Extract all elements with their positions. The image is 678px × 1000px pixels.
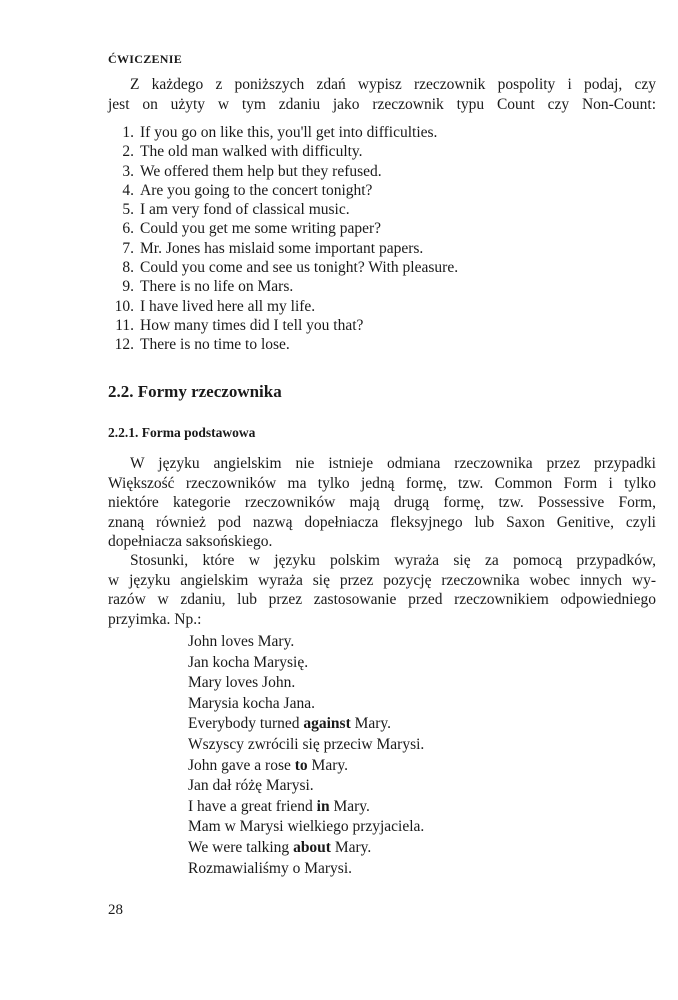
example-text: Jan kocha Marysię. (188, 653, 309, 671)
example-sentence (188, 859, 588, 880)
list-item (108, 258, 628, 277)
paragraph-relations (108, 551, 656, 629)
list-item (108, 297, 628, 316)
paragraph-line: znaną również pod nazwą dopełniacza fleksyjnego lub Saxon Genitive, czyli (108, 513, 656, 531)
item-number: 2. (122, 143, 134, 161)
list-item (108, 181, 628, 200)
example-text: Mary. (307, 756, 348, 774)
list-item (108, 335, 628, 354)
item-text: Mr. Jones has mislaid some important papers. (140, 239, 424, 257)
item-number: 5. (122, 201, 134, 219)
example-sentence (188, 694, 588, 715)
example-sentence (188, 838, 588, 859)
list-item (108, 200, 628, 219)
example-sentence (188, 776, 588, 797)
example-sentence (188, 797, 588, 818)
list-item (108, 277, 628, 296)
example-text: Everybody turned (188, 715, 304, 733)
example-text: Wszyscy zwrócili się przeciw Marysi. (188, 735, 425, 753)
paragraph-line: dopełniacza saksońskiego. (108, 533, 273, 550)
instruction-line: Z każdego z poniższych zdań wypisz rzeczownik pospolity i podaj, czy (130, 76, 656, 93)
item-text: I am very fond of classical music. (140, 201, 350, 219)
paragraph-forms (108, 454, 656, 552)
list-item (108, 142, 628, 161)
exercise-instruction (108, 75, 656, 114)
example-text: Rozmawialiśmy o Marysi. (188, 859, 353, 877)
item-text: Could you come and see us tonight? With pleasure. (140, 259, 459, 277)
item-text: We offered them help but they refused. (140, 162, 382, 180)
item-text: The old man walked with difficulty. (140, 143, 363, 161)
list-item (108, 316, 628, 335)
example-sentences (188, 632, 588, 879)
item-text: I have lived here all my life. (140, 297, 316, 315)
item-number: 8. (122, 259, 134, 277)
example-text: Marysia kocha Jana. (188, 694, 315, 712)
exercise-label: ĆWICZENIE (108, 52, 183, 66)
item-number: 12. (114, 336, 134, 354)
preposition: to (294, 756, 308, 774)
item-number: 3. (122, 162, 134, 180)
item-number: 9. (122, 278, 134, 296)
example-text: John gave a rose (188, 756, 295, 774)
item-text: There is no time to lose. (140, 336, 290, 354)
paragraph-line: Większość rzeczowników ma tylko jedną formę, tzw. Common Form i tylko (108, 474, 656, 492)
item-text: If you go on like this, you'll get into difficulties. (140, 124, 438, 141)
example-sentence (188, 653, 588, 674)
exercise-list (108, 123, 628, 355)
example-sentence (188, 817, 588, 838)
example-text: Mary loves John. (188, 674, 296, 692)
example-text: We were talking (188, 838, 294, 856)
example-sentence (188, 714, 588, 735)
example-text: Mary. (329, 797, 370, 815)
example-sentence (188, 756, 588, 777)
example-text: Mary. (350, 715, 392, 733)
list-item (108, 162, 628, 181)
example-sentence (188, 735, 588, 756)
example-text: I have a great friend (188, 797, 317, 815)
list-item (108, 219, 628, 238)
example-text: Jan dał różę Marysi. (188, 777, 314, 795)
example-sentence (188, 673, 588, 694)
item-number: 6. (122, 220, 134, 238)
example-text: Mam w Marysi wielkiego przyjaciela. (188, 818, 425, 836)
example-sentence (188, 632, 588, 653)
paragraph-line: Stosunki, które w języku polskim wyraża się za pomocą przypadków, (130, 552, 656, 569)
paragraph-line: w języku angielskim wyraża się przez pozycję rzeczownika wobec innych wy- (108, 571, 656, 589)
paragraph-line: W języku angielskim nie istnieje odmiana rzeczownika przez przypadki (130, 455, 656, 472)
item-number: 7. (122, 239, 134, 257)
item-number: 10. (114, 297, 134, 315)
section-heading: 2.2. Formy rzeczownika (108, 382, 282, 401)
item-number: 11. (115, 316, 134, 334)
preposition: about (293, 838, 331, 856)
list-item (108, 239, 628, 258)
example-text: Mary. (330, 838, 372, 856)
subsection-heading: 2.2.1. Forma podstawowa (108, 425, 256, 440)
list-item (108, 123, 628, 142)
instruction-line: jest on użyty w tym zdaniu jako rzeczownik typu Count czy Non-Count: (108, 95, 656, 113)
paragraph-line: razów w zdaniu, lub przez zastosowanie przed rzeczownikiem odpowiedniego (108, 591, 656, 608)
item-number: 1. (122, 124, 134, 141)
paragraph-line: niektóre kategorie rzeczowników mają drugą formę, tzw. Possessive Form, (108, 494, 656, 511)
item-text: How many times did I tell you that? (140, 316, 364, 334)
example-text: John loves Mary. (188, 633, 295, 650)
item-number: 4. (122, 181, 134, 199)
page-number: 28 (108, 902, 123, 918)
preposition: in (316, 797, 330, 815)
preposition: against (303, 715, 351, 733)
item-text: Could you get me some writing paper? (140, 220, 382, 238)
item-text: There is no life on Mars. (140, 278, 294, 296)
paragraph-line: przyimka. Np.: (108, 610, 202, 628)
item-text: Are you going to the concert tonight? (140, 181, 373, 199)
